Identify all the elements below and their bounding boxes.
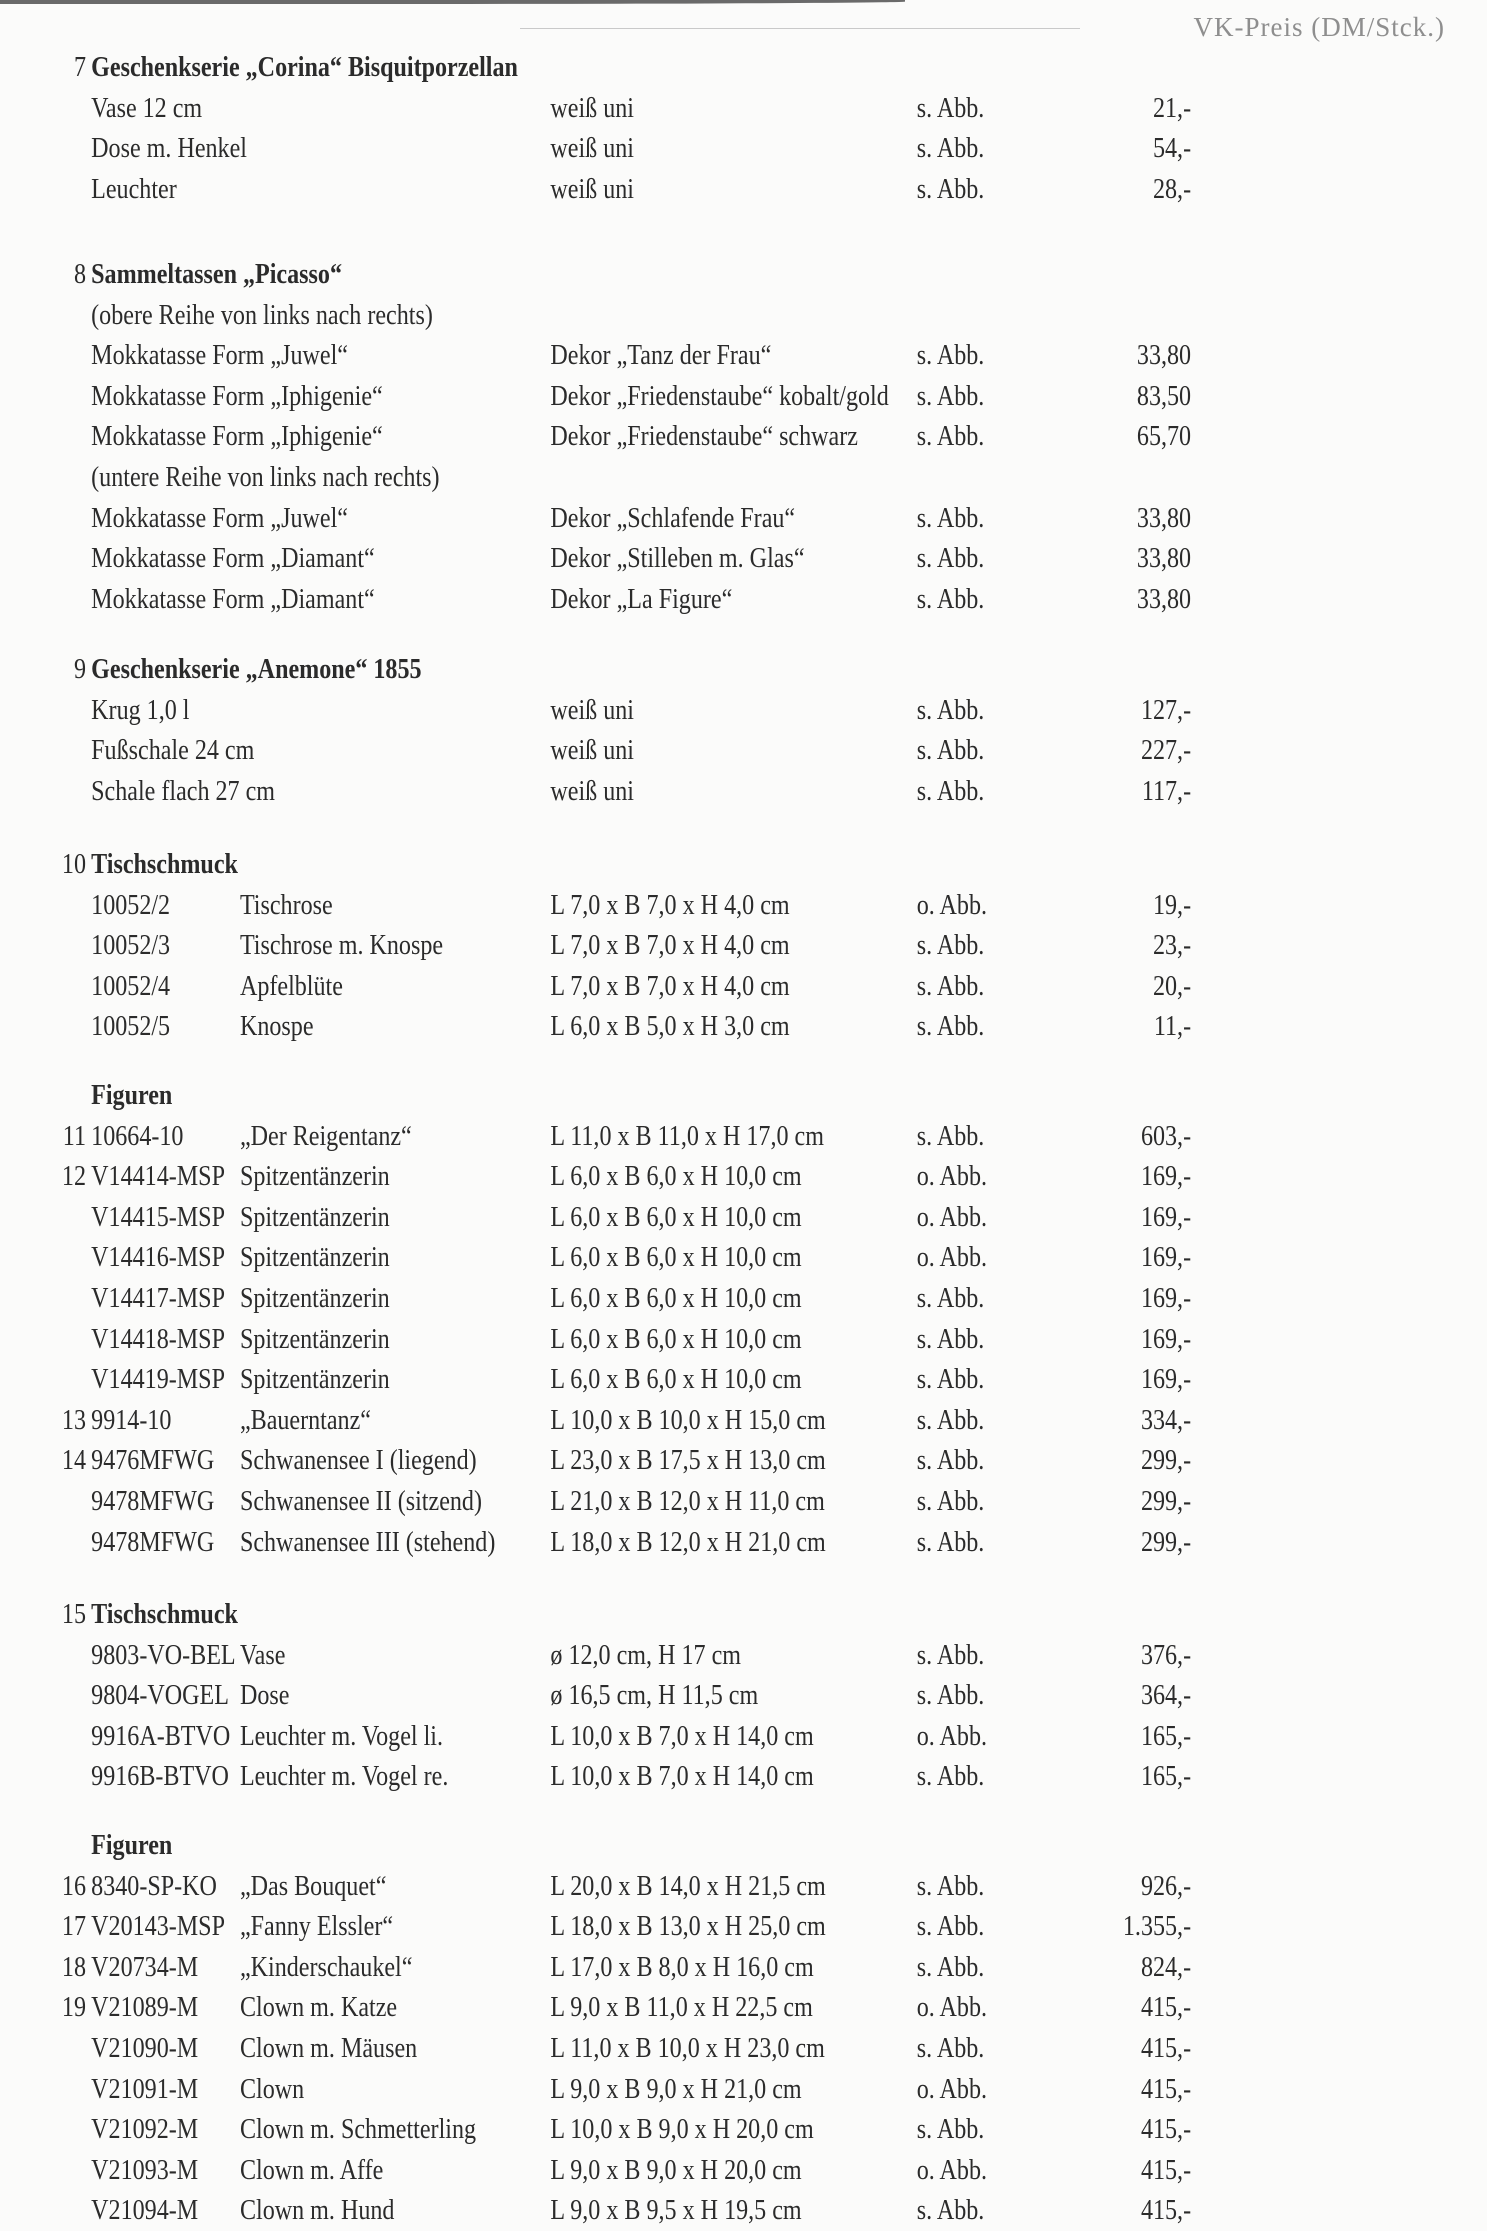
illustration-note: s. Abb. [916,502,985,534]
illustration-note: s. Abb. [916,2114,985,2146]
section-title: Tischschmuck [91,849,238,880]
list-item [0,129,1279,169]
illustration-note: s. Abb. [916,1761,985,1793]
list-item [0,772,1279,812]
illustration-note: s. Abb. [916,1404,985,1436]
illustration-note: s. Abb. [916,133,985,165]
item-number: 11 [62,1120,86,1152]
list-item [0,499,1279,539]
list-item [0,2110,1279,2150]
item-description: Mokkatasse Form „Juwel“ [91,340,348,372]
illustration-note: s. Abb. [916,1364,985,1396]
item-detail: L 6,0 x B 6,0 x H 10,0 cm [550,1201,802,1233]
illustration-note: s. Abb. [916,775,985,807]
item-price: 169,- [1140,1283,1192,1314]
item-detail: L 9,0 x B 11,0 x H 22,5 cm [550,1992,813,2024]
illustration-note: s. Abb. [916,1323,985,1355]
item-number: 19 [61,1992,86,2024]
list-item [0,886,1279,926]
section-heading [0,48,1279,88]
item-price: 415,- [1140,2073,1192,2105]
list-item [0,1867,1279,1907]
item-description: Krug 1,0 l [91,694,190,726]
item-detail: weiß uni [550,173,635,205]
article-number: V14416-MSP [91,1242,225,1274]
item-detail: Dekor „La Figure“ [550,583,733,615]
item-price: 23,- [1152,930,1192,962]
list-item [0,967,1279,1007]
item-name: „Bauerntanz“ [239,1404,371,1436]
article-number: 10664-10 [91,1120,184,1152]
list-item [0,1636,1279,1676]
article-number: V14418-MSP [91,1323,225,1355]
illustration-note: s. Abb. [916,1680,985,1712]
item-price: 415,- [1140,2154,1192,2186]
section-title: Geschenkserie „Corina“ Bisquitporzellan [91,52,518,83]
item-name: Clown m. Schmetterling [239,2114,477,2146]
item-detail: weiß uni [550,735,635,767]
item-detail: L 9,0 x B 9,0 x H 21,0 cm [550,2073,802,2105]
list-item [0,926,1279,966]
article-number: 10052/4 [91,970,171,1002]
illustration-note: o. Abb. [916,2073,988,2105]
item-description: Mokkatasse Form „Diamant“ [91,583,375,615]
item-description: Fußschale 24 cm [91,735,255,767]
item-name: Spitzentänzerin [239,1161,390,1193]
item-price: 376,- [1140,1639,1192,1671]
item-price: 19,- [1152,889,1192,921]
item-price: 65,70 [1136,421,1192,453]
item-price: 169,- [1140,1201,1192,1233]
item-detail: L 11,0 x B 11,0 x H 17,0 cm [550,1120,824,1152]
item-description: Mokkatasse Form „Diamant“ [91,543,375,575]
item-name: Spitzentänzerin [239,1201,390,1233]
item-detail: weiß uni [550,694,635,726]
list-item [0,1320,1279,1360]
illustration-note: s. Abb. [916,2033,985,2064]
item-name: Tischrose m. Knospe [239,930,444,962]
item-price: 299,- [1140,1486,1192,1517]
item-price: 169,- [1140,1161,1192,1193]
article-number: 10052/2 [91,889,171,921]
section-title: Sammeltassen „Picasso“ [91,259,342,290]
list-item [0,1238,1279,1278]
item-name: Schwanensee I (liegend) [239,1445,477,1477]
section-number: 8 [73,259,86,290]
list-item [0,731,1279,771]
list-item [0,1198,1279,1238]
item-detail: weiß uni [550,133,635,165]
article-number: V21092-M [91,2114,199,2146]
illustration-note: s. Abb. [916,735,985,767]
list-item [0,1757,1279,1797]
article-number: V14415-MSP [91,1201,225,1233]
illustration-note: s. Abb. [916,543,985,575]
illustration-note: s. Abb. [916,1486,985,1517]
list-item [0,1482,1279,1522]
illustration-note: s. Abb. [916,380,985,412]
item-detail: Dekor „Friedenstaube“ schwarz [550,421,858,453]
item-detail: L 23,0 x B 17,5 x H 13,0 cm [550,1445,826,1477]
article-number: V14414-MSP [91,1161,225,1193]
article-number: V20734-M [91,1951,199,1983]
item-name: Spitzentänzerin [239,1323,390,1355]
item-name: Leuchter m. Vogel li. [239,1720,444,1752]
article-number: V21091-M [91,2073,199,2105]
section-number: 9 [73,654,86,685]
item-price: 28,- [1152,173,1192,205]
item-detail: Dekor „Schlafende Frau“ [550,502,796,534]
illustration-note: s. Abb. [916,970,985,1002]
list-item [0,1988,1279,2028]
item-number: 16 [61,1870,86,1902]
item-detail: L 18,0 x B 13,0 x H 25,0 cm [550,1911,826,1943]
article-number: 9804-VOGEL [91,1680,229,1712]
list-item [0,170,1279,210]
item-price: 165,- [1140,1761,1192,1793]
item-detail: L 6,0 x B 6,0 x H 10,0 cm [550,1364,802,1396]
item-detail: L 17,0 x B 8,0 x H 16,0 cm [550,1951,814,1983]
item-number: 13 [61,1404,86,1436]
illustration-note: s. Abb. [916,92,985,124]
item-price: 11,- [1153,1011,1192,1043]
illustration-note: o. Abb. [916,2154,988,2186]
item-detail: L 7,0 x B 7,0 x H 4,0 cm [550,930,790,962]
list-item [0,691,1279,731]
illustration-note: s. Abb. [916,694,985,726]
article-number: V14417-MSP [91,1283,225,1314]
item-price: 227,- [1140,735,1192,767]
item-detail: L 9,0 x B 9,5 x H 19,5 cm [550,2195,802,2227]
article-number: 9803-VO-BEL [91,1639,236,1671]
item-description: (obere Reihe von links nach rechts) [91,299,433,331]
item-price: 169,- [1140,1323,1192,1355]
item-detail: Dekor „Tanz der Frau“ [550,340,772,372]
item-detail: L 10,0 x B 7,0 x H 14,0 cm [550,1761,814,1793]
section-title: Tischschmuck [91,1599,238,1630]
section-title: Figuren [91,1080,173,1111]
item-number: 17 [61,1911,86,1943]
item-name: „Das Bouquet“ [239,1870,387,1902]
list-item [0,1007,1279,1047]
list-item [0,1360,1279,1400]
list-item [0,1117,1279,1157]
illustration-note: s. Abb. [916,1639,985,1671]
illustration-note: o. Abb. [916,1242,988,1274]
list-item [0,2029,1279,2069]
article-number: V14419-MSP [91,1364,225,1396]
item-name: „Der Reigentanz“ [239,1120,412,1152]
list-item [0,296,1279,336]
item-detail: L 6,0 x B 6,0 x H 10,0 cm [550,1242,802,1274]
item-name: Clown m. Katze [239,1992,398,2024]
item-price: 334,- [1140,1404,1192,1436]
item-price: 33,80 [1136,543,1192,575]
article-number: 9476MFWG [91,1445,215,1477]
list-item [0,1676,1279,1716]
item-detail: L 21,0 x B 12,0 x H 11,0 cm [550,1486,825,1517]
item-number: 14 [61,1445,86,1477]
item-name: Spitzentänzerin [239,1364,390,1396]
top-rule [0,0,905,4]
list-item [0,336,1279,376]
item-description: Leuchter [91,173,177,205]
section-title: Figuren [91,1830,173,1861]
section-title: Geschenkserie „Anemone“ 1855 [91,654,422,685]
illustration-note: s. Abb. [916,1283,985,1314]
item-price: 603,- [1140,1120,1192,1152]
item-price: 926,- [1140,1870,1192,1902]
section-number: 10 [61,849,86,880]
item-name: Schwanensee II (sitzend) [239,1486,482,1517]
article-number: 9916B-BTVO [91,1761,229,1793]
item-detail: ø 16,5 cm, H 11,5 cm [550,1680,759,1712]
article-number: V21089-M [91,1992,199,2024]
article-number: V21090-M [91,2033,199,2064]
item-name: Tischrose [239,889,333,921]
item-description: Mokkatasse Form „Juwel“ [91,502,348,534]
item-detail: weiß uni [550,92,635,124]
item-detail: Dekor „Friedenstaube“ kobalt/gold [550,380,889,412]
illustration-note: s. Abb. [916,1011,985,1043]
list-item [0,1717,1279,1757]
price-column-header: VK-Preis (DM/Stck.) [1193,12,1445,42]
item-name: „Fanny Elssler“ [239,1911,394,1943]
list-item [0,2191,1279,2231]
illustration-note: o. Abb. [916,1201,988,1233]
item-detail: L 7,0 x B 7,0 x H 4,0 cm [550,889,790,921]
illustration-note: s. Abb. [916,173,985,205]
article-number: 8340-SP-KO [91,1870,217,1902]
section-heading [0,650,1279,690]
item-price: 415,- [1140,2033,1192,2064]
item-price: 165,- [1140,1720,1192,1752]
item-description: Schale flach 27 cm [91,775,276,807]
article-number: V21094-M [91,2195,199,2227]
item-detail: weiß uni [550,775,635,807]
item-detail: Dekor „Stilleben m. Glas“ [550,543,805,575]
item-price: 33,80 [1136,502,1192,534]
list-item [0,1279,1279,1319]
item-price: 20,- [1152,970,1192,1002]
list-item [0,458,1279,498]
item-price: 169,- [1140,1364,1192,1396]
item-description: Mokkatasse Form „Iphigenie“ [91,421,383,453]
item-price: 299,- [1140,1445,1192,1477]
list-item [0,89,1279,129]
section-number: 15 [61,1599,86,1630]
item-name: Vase [239,1639,286,1671]
illustration-note: o. Abb. [916,1992,988,2024]
item-name: Schwanensee III (stehend) [239,1526,496,1558]
list-item [0,2151,1279,2191]
item-detail: L 10,0 x B 9,0 x H 20,0 cm [550,2114,814,2146]
item-name: Clown m. Affe [239,2154,384,2186]
item-detail: L 20,0 x B 14,0 x H 21,5 cm [550,1870,826,1902]
item-detail: L 6,0 x B 5,0 x H 3,0 cm [550,1011,790,1043]
item-name: Spitzentänzerin [239,1283,390,1314]
article-number: V21093-M [91,2154,199,2186]
illustration-note: s. Abb. [916,421,985,453]
item-detail: L 6,0 x B 6,0 x H 10,0 cm [550,1161,802,1193]
item-name: „Kinderschaukel“ [239,1951,413,1983]
item-price: 33,80 [1136,583,1192,615]
list-item [0,1441,1279,1481]
item-price: 415,- [1140,2195,1192,2227]
illustration-note: o. Abb. [916,889,988,921]
illustration-note: o. Abb. [916,1720,988,1752]
item-name: Dose [239,1680,290,1712]
item-price: 21,- [1152,92,1192,124]
list-item [0,1948,1279,1988]
article-number: 9478MFWG [91,1526,215,1558]
item-description: (untere Reihe von links nach rechts) [91,462,440,493]
illustration-note: s. Abb. [916,583,985,615]
section-heading [0,1595,1279,1635]
illustration-note: s. Abb. [916,930,985,962]
item-number: 18 [61,1951,86,1983]
item-price: 415,- [1140,2114,1192,2146]
section-heading [0,845,1279,885]
list-item [0,1523,1279,1563]
illustration-note: s. Abb. [916,1526,985,1558]
item-price: 415,- [1140,1992,1192,2024]
item-price: 299,- [1140,1526,1192,1558]
item-detail: L 10,0 x B 10,0 x H 15,0 cm [550,1404,826,1436]
item-name: Leuchter m. Vogel re. [239,1761,449,1793]
section-heading [0,1826,1279,1866]
illustration-note: s. Abb. [916,1445,985,1477]
item-name: Apfelblüte [239,970,343,1002]
illustration-note: s. Abb. [916,1120,985,1152]
item-price: 127,- [1140,694,1192,726]
item-detail: L 10,0 x B 7,0 x H 14,0 cm [550,1720,814,1752]
illustration-note: s. Abb. [916,1951,985,1983]
list-item [0,539,1279,579]
illustration-note: s. Abb. [916,2195,985,2227]
illustration-note: s. Abb. [916,1870,985,1902]
item-name: Spitzentänzerin [239,1242,390,1274]
article-number: 10052/3 [91,930,171,962]
item-detail: L 11,0 x B 10,0 x H 23,0 cm [550,2033,825,2064]
section-heading [0,255,1279,295]
top-rule-faint [520,28,1080,29]
article-number: V20143-MSP [91,1911,225,1943]
item-price: 824,- [1140,1951,1192,1983]
item-name: Clown m. Mäusen [239,2033,418,2064]
item-detail: ø 12,0 cm, H 17 cm [550,1639,742,1671]
article-number: 10052/5 [91,1011,171,1043]
section-heading [0,1076,1279,1116]
item-detail: L 7,0 x B 7,0 x H 4,0 cm [550,970,790,1002]
list-item [0,2070,1279,2110]
item-name: Clown m. Hund [239,2195,395,2227]
item-price: 83,50 [1136,380,1192,412]
item-name: Knospe [239,1011,314,1043]
illustration-note: s. Abb. [916,340,985,372]
item-name: Clown [239,2073,305,2105]
list-item [0,377,1279,417]
item-price: 33,80 [1136,340,1192,372]
list-item [0,1157,1279,1197]
illustration-note: o. Abb. [916,1161,988,1193]
item-detail: L 6,0 x B 6,0 x H 10,0 cm [550,1283,802,1314]
item-detail: L 9,0 x B 9,0 x H 20,0 cm [550,2154,802,2186]
list-item [0,1907,1279,1947]
item-description: Dose m. Henkel [91,133,247,165]
illustration-note: s. Abb. [916,1911,985,1943]
list-item [0,417,1279,457]
item-price: 364,- [1140,1680,1192,1712]
list-item [0,580,1279,620]
item-description: Mokkatasse Form „Iphigenie“ [91,380,383,412]
item-detail: L 6,0 x B 6,0 x H 10,0 cm [550,1323,802,1355]
section-number: 7 [73,52,86,83]
article-number: 9478MFWG [91,1486,215,1517]
item-price: 54,- [1152,133,1192,165]
item-number: 12 [61,1161,86,1193]
item-price: 169,- [1140,1242,1192,1274]
article-number: 9914-10 [91,1404,172,1436]
item-price: 1.355,- [1122,1911,1192,1943]
list-item [0,1401,1279,1441]
item-detail: L 18,0 x B 12,0 x H 21,0 cm [550,1526,826,1558]
article-number: 9916A-BTVO [91,1720,231,1752]
item-price: 117,- [1141,775,1192,807]
item-description: Vase 12 cm [91,92,203,124]
